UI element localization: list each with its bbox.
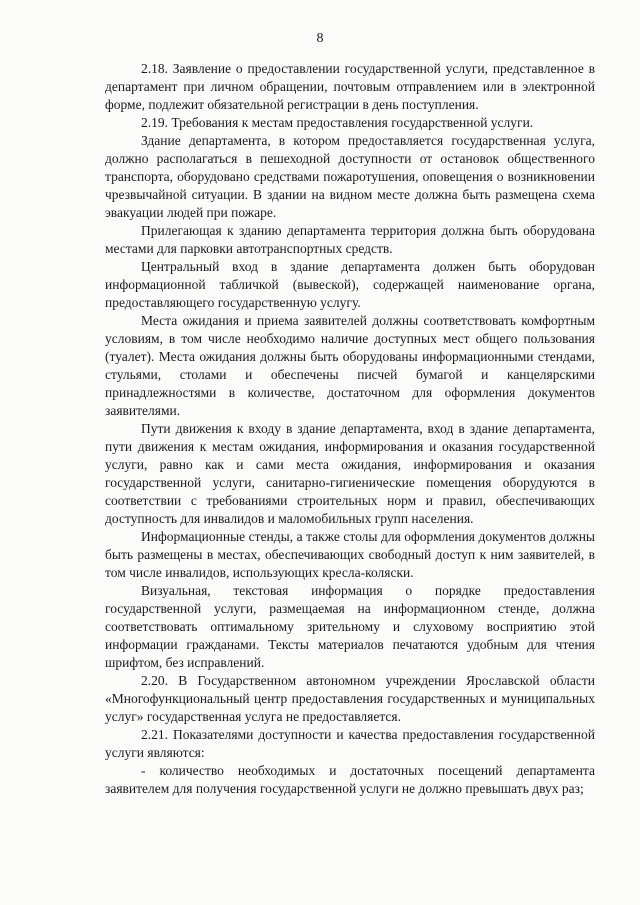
document-body bbox=[105, 60, 595, 798]
paragraph-parking: Прилегающая к зданию департамента территория должна быть оборудована местами для парковки автотранспортных средств. bbox=[105, 223, 595, 256]
paragraph-entrance-sign: Центральный вход в здание департамента должен быть оборудован информационной табличкой (вывеской), содержащей наименование органа, предоставляющего государственную услугу. bbox=[105, 259, 595, 310]
paragraph-2-21: 2.21. Показателями доступности и качества предоставления государственной услуги являются: bbox=[105, 727, 595, 760]
paragraph-building: Здание департамента, в котором предоставляется государственная услуга, должно располагаться в пешеходной доступности от остановок общественного транспорта, оборудовано средствами пожаротушения, оповещения о возникновении чрезвычайной ситуации. В здании на видном месте должна быть размещена схема эвакуации людей при пожаре. bbox=[105, 133, 595, 220]
paragraph-accessibility: Пути движения к входу в здание департамента, вход в здание департамента, пути движения к местам ожидания, информирования и оказания государственной услуги, равно как и сами места ожидания, информирования и оказания государственной услуги, санитарно-гигиенические помещения оборудуются в соответствии с требованиями строительных норм и правил, обеспечивающих доступность для инвалидов и маломобильных групп населения. bbox=[105, 421, 595, 526]
paragraph-visual-info: Визуальная, текстовая информация о порядке предоставления государственной услуги, размещаемая на информационном стенде, должна соответствовать оптимальному зрительному и слуховому восприятию этой информации гражданами. Тексты материалов печатаются удобным для чтения шрифтом, без исправлений. bbox=[105, 583, 595, 670]
paragraph-visits-count: - количество необходимых и достаточных посещений департамента заявителем для получения государственной услуги не должно превышать двух раз; bbox=[105, 763, 595, 796]
page-number: 8 bbox=[316, 31, 324, 46]
paragraph-2-19: 2.19. Требования к местам предоставления государственной услуги. bbox=[141, 115, 534, 130]
paragraph-2-18: 2.18. Заявление о предоставлении государственной услуги, представленное в департамент при личном обращении, почтовым отправлением или в электронной форме, подлежит обязательной регистрации в день поступления. bbox=[105, 61, 595, 112]
paragraph-2-20: 2.20. В Государственном автономном учреждении Ярославской области «Многофункциональный центр предоставления государственных и муниципальных услуг» государственная услуга не предоставляется. bbox=[105, 673, 595, 724]
paragraph-waiting-areas: Места ожидания и приема заявителей должны соответствовать комфортным условиям, в том числе необходимо наличие доступных мест общего пользования (туалет). Места ожидания должны быть оборудованы информационными стендами, стульями, столами и обеспечены писчей бумагой и канцелярскими принадлежностями в количестве, достаточном для оформления документов заявителями. bbox=[105, 313, 595, 418]
paragraph-info-stands: Информационные стенды, а также столы для оформления документов должны быть размещены в местах, обеспечивающих свободный доступ к ним заявителей, в том числе инвалидов, использующих кресла-коляски. bbox=[105, 529, 595, 580]
